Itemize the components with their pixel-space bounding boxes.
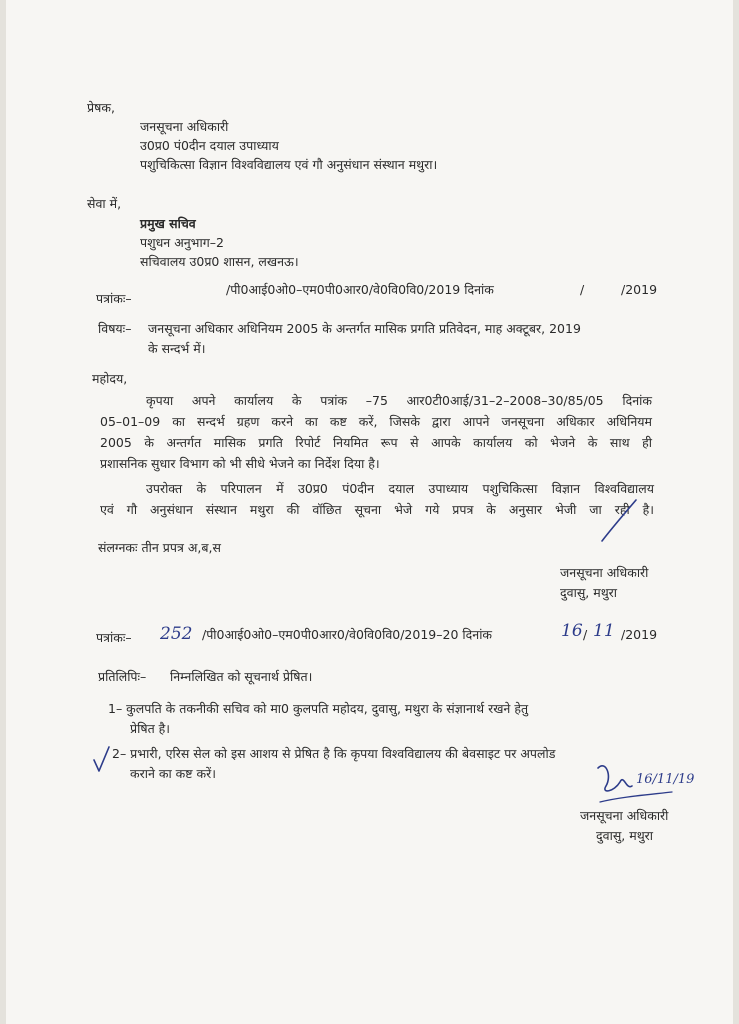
ref2-handwritten-day: 16 bbox=[561, 621, 583, 641]
recipient-line-2: पशुधन अनुभाग–2 bbox=[140, 235, 224, 250]
ref2-year: /2019 bbox=[621, 627, 658, 642]
salutation: महोदय, bbox=[92, 371, 128, 386]
subject-line-1: जनसूचना अधिकार अधिनियम 2005 के अन्तर्गत मासिक प्रगति प्रतिवेदन, माह अक्टूबर, 2019 bbox=[148, 321, 581, 336]
copy-label: प्रतिलिपिः– bbox=[98, 669, 147, 684]
recipient-line-3: सचिवालय उ0प्र0 शासन, लखनऊ। bbox=[140, 254, 299, 269]
signature2-place: दुवासु, मथुरा bbox=[596, 828, 654, 843]
ref1-label: पत्रांकः– bbox=[96, 291, 132, 306]
sender-heading: प्रेषक, bbox=[87, 100, 115, 115]
ref1-year: /2019 bbox=[621, 282, 658, 297]
ref2-date-slash: / bbox=[583, 627, 588, 642]
signature1-title: जनसूचना अधिकारी bbox=[560, 565, 649, 580]
body-p2-line-1: उपरोक्त के परिपालन में उ0प्र0 पं0दीन दयाल उपाध्याय पशुचिकित्सा विज्ञान विश्वविद्यालय bbox=[146, 481, 654, 496]
signature2-handwritten-date: 16/11/19 bbox=[636, 772, 695, 787]
copy-item-1-line-1: 1– कुलपति के तकनीकी सचिव को मा0 कुलपति महोदय, दुवासु, मथुरा के संज्ञानार्थ रखने हेतु bbox=[108, 701, 529, 716]
subject-label: विषयः– bbox=[98, 321, 132, 336]
ref1-number: /पी0आई0ओ0–एम0पी0आर0/वे0वि0वि0/2019 दिनांक bbox=[226, 282, 494, 297]
sender-line-2: उ0प्र0 पं0दीन दयाल उपाध्याय bbox=[140, 138, 279, 153]
body-p1-line-3: 2005 के अन्तर्गत मासिक प्रगति रिपोर्ट नियमित रूप से आपके कार्यालय को भेजने के साथ ही bbox=[100, 435, 652, 450]
copy-intro: निम्नलिखित को सूचनार्थ प्रेषित। bbox=[170, 669, 313, 684]
sender-line-1: जनसूचना अधिकारी bbox=[140, 119, 229, 134]
subject-line-2: के सन्दर्भ में। bbox=[148, 341, 206, 356]
signature1-place: दुवासु, मथुरा bbox=[560, 585, 618, 600]
signature2-title: जनसूचना अधिकारी bbox=[580, 808, 669, 823]
ref2-number: /पी0आई0ओ0–एम0पी0आर0/वे0वि0वि0/2019–20 दिनांक bbox=[202, 627, 493, 642]
body-p1-line-2: 05–01–09 का सन्दर्भ ग्रहण करने का कष्ट करें, जिसके द्वारा आपने जनसूचना अधिकार अधिनियम bbox=[100, 414, 652, 429]
ref2-handwritten-number: 252 bbox=[160, 624, 193, 644]
recipient-heading: सेवा में, bbox=[87, 196, 122, 211]
body-p1-line-4: प्रशासनिक सुधार विभाग को भी सीधे भेजने का निर्देश दिया है। bbox=[100, 456, 380, 471]
ref2-handwritten-month: 11 bbox=[593, 621, 615, 641]
ref2-label: पत्रांकः– bbox=[96, 630, 132, 645]
copy-item-2-line-2: कराने का कष्ट करें। bbox=[130, 766, 216, 781]
copy-item-1-line-2: प्रेषित है। bbox=[130, 721, 171, 736]
recipient-line-1: प्रमुख सचिव bbox=[140, 216, 196, 231]
body-p1-line-1: कृपया अपने कार्यालय के पत्रांक –75 आर0टी0आई/31–2–2008–30/85/05 दिनांक bbox=[146, 393, 652, 408]
copy-item-2-line-1: 2– प्रभारी, एरिस सेल को इस आशय से प्रेषित है कि कृपया विश्वविद्यालय की बेवसाइट पर अपलोड bbox=[112, 746, 556, 761]
body-p2-line-2: एवं गौ अनुसंधान संस्थान मथुरा की वॉछित सूचना भेजे गये प्रपत्र के अनुसार भेजी जा रही है। bbox=[100, 502, 654, 517]
sender-line-3: पशुचिकित्सा विज्ञान विश्वविद्यालय एवं गौ अनुसंधान संस्थान मथुरा। bbox=[140, 157, 438, 172]
enclosure: संलग्नकः तीन प्रपत्र अ,ब,स bbox=[98, 540, 221, 555]
ref1-date-slash: / bbox=[580, 282, 585, 297]
